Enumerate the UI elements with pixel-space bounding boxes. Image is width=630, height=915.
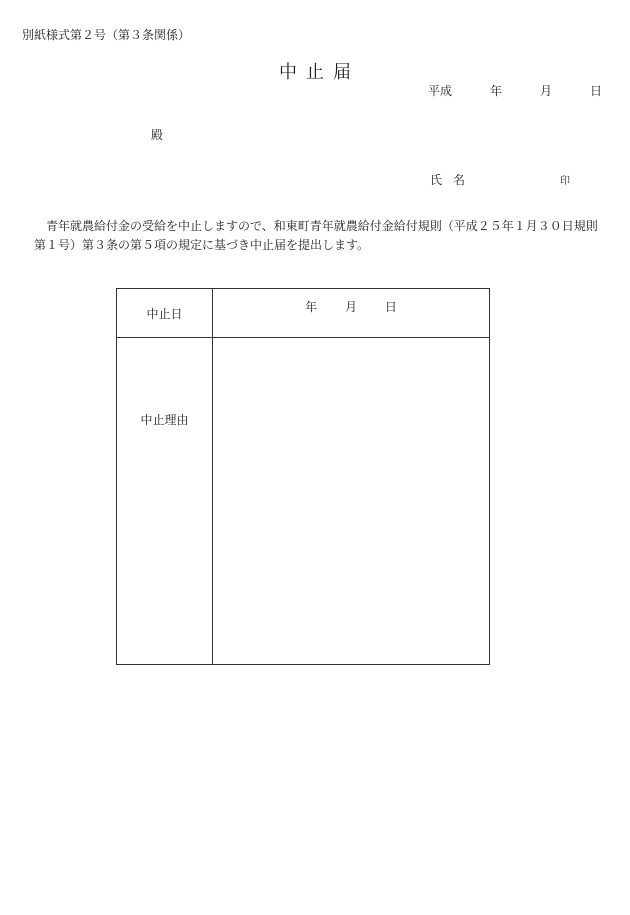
- date-field-month: 月: [344, 300, 357, 314]
- cancellation-date-field[interactable]: [213, 289, 490, 338]
- form-identifier: 別紙様式第２号（第３条関係）: [22, 28, 191, 42]
- date-era-label: 平成: [428, 84, 453, 98]
- applicant-name-label: 氏名: [430, 173, 477, 187]
- body-paragraph: 青年就農給付金の受給を中止しますので、和東町青年就農給付金給付規則（平成２５年１月３０日規則第１号）第３条の第５項の規定に基づき中止届を提出します。: [34, 219, 598, 252]
- table-row-reason: [117, 338, 490, 665]
- cancellation-form-table: [116, 288, 490, 665]
- date-day-label: 日: [590, 84, 603, 98]
- document-title: 中止届: [279, 62, 360, 83]
- date-year-label: 年: [490, 84, 503, 98]
- seal-mark: 印: [560, 176, 570, 187]
- date-month-label: 月: [540, 84, 553, 98]
- cancellation-reason-label: 中止理由: [117, 338, 213, 665]
- cancellation-date-label: 中止日: [117, 289, 213, 338]
- date-field-day: 日: [384, 300, 397, 314]
- date-field-year: 年: [305, 300, 318, 314]
- addressee-suffix: 殿: [151, 128, 164, 142]
- table-row-date: [117, 289, 490, 338]
- cancellation-reason-field[interactable]: [213, 338, 490, 665]
